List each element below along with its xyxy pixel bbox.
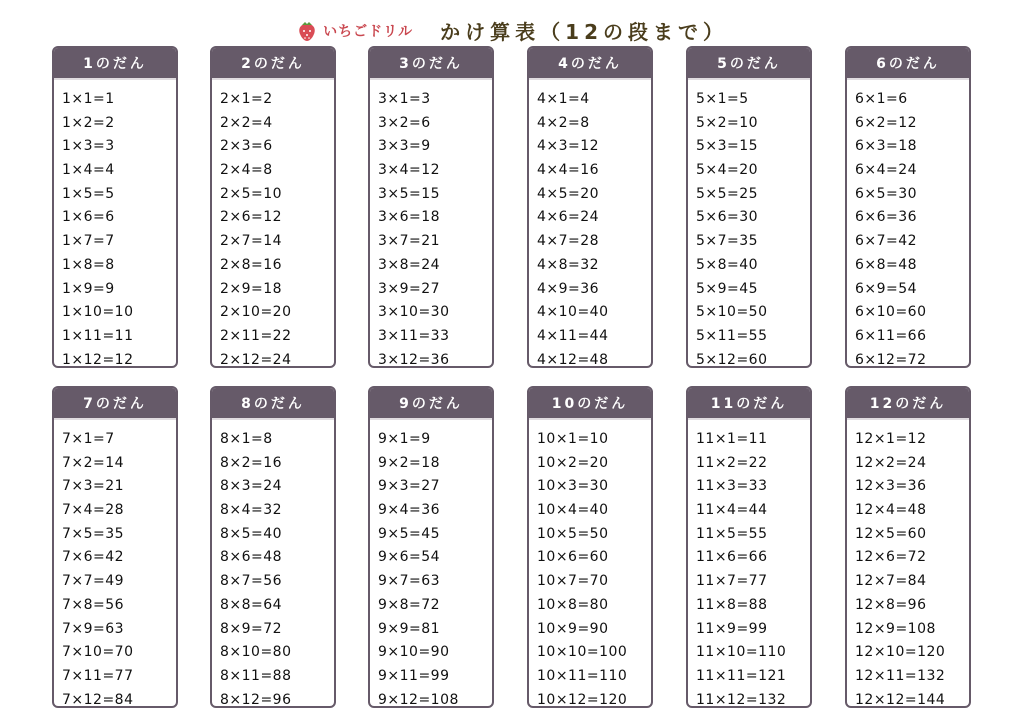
times-table-row: 10×4=40	[537, 502, 609, 519]
times-table-row: 3×7=21	[378, 233, 441, 250]
times-table-row: 8×6=48	[220, 549, 283, 566]
times-table-title: 11のだん	[688, 388, 810, 420]
times-table-row: 3×3=9	[378, 138, 431, 155]
times-table-row: 9×4=36	[378, 502, 441, 519]
times-table-row: 6×8=48	[855, 256, 918, 273]
times-table-row: 11×8=88	[696, 596, 768, 613]
page-header	[0, 16, 1024, 46]
times-table-list	[688, 420, 810, 708]
times-table-row: 4×11=44	[537, 327, 609, 344]
times-table-row: 10×9=90	[537, 620, 609, 637]
times-table-row: 11×9=99	[696, 620, 768, 637]
times-table-row: 2×12=24	[220, 351, 292, 368]
times-table-row: 4×12=48	[537, 351, 609, 368]
times-table-row: 1×1=1	[62, 91, 115, 107]
times-table-row: 6×7=42	[855, 233, 918, 250]
times-table-list	[370, 420, 492, 708]
times-table-row: 8×7=56	[220, 573, 283, 590]
times-table-row: 6×4=24	[855, 162, 918, 179]
times-table-row: 12×12=144	[855, 691, 946, 708]
times-table-row: 2×5=10	[220, 185, 283, 202]
times-table-row: 10×6=60	[537, 549, 609, 566]
times-table-row: 4×1=4	[537, 91, 590, 107]
times-table-row: 3×6=18	[378, 209, 441, 226]
times-table-row: 6×1=6	[855, 91, 908, 107]
times-table-row: 1×2=2	[62, 114, 115, 131]
times-table-row: 7×1=7	[62, 431, 115, 447]
times-table-row: 7×5=35	[62, 525, 125, 542]
times-table-row: 10×12=120	[537, 691, 628, 708]
times-table-row: 7×7=49	[62, 573, 125, 590]
times-table-title: 9のだん	[370, 388, 492, 420]
times-table-row: 9×1=9	[378, 431, 431, 447]
times-table-row: 12×11=132	[855, 667, 946, 684]
times-table-title: 4のだん	[529, 48, 651, 80]
strawberry-icon	[296, 20, 318, 42]
times-table-list	[529, 420, 651, 708]
times-table-row: 4×6=24	[537, 209, 600, 226]
times-table-row: 2×3=6	[220, 138, 273, 155]
times-table-row: 4×2=8	[537, 114, 590, 131]
times-table-row: 9×8=72	[378, 596, 441, 613]
times-table-row: 9×12=108	[378, 691, 459, 708]
times-table-row: 12×3=36	[855, 478, 927, 495]
times-table-row: 9×6=54	[378, 549, 441, 566]
times-table-row: 6×12=72	[855, 351, 927, 368]
times-table-row: 3×4=12	[378, 162, 441, 179]
times-table-card	[845, 386, 971, 708]
times-table-row: 3×5=15	[378, 185, 441, 202]
times-table-card	[52, 46, 178, 368]
times-table-row: 12×6=72	[855, 549, 927, 566]
times-table-row: 12×8=96	[855, 596, 927, 613]
times-table-row: 5×4=20	[696, 162, 759, 179]
times-table-row: 4×9=36	[537, 280, 600, 297]
times-table-row: 5×11=55	[696, 327, 768, 344]
times-table-row: 8×1=8	[220, 431, 273, 447]
times-table-row: 8×8=64	[220, 596, 283, 613]
times-table-row: 7×8=56	[62, 596, 125, 613]
times-table-row: 12×1=12	[855, 431, 927, 447]
times-table-row: 6×3=18	[855, 138, 918, 155]
times-table-row: 2×10=20	[220, 304, 292, 321]
times-table-card	[686, 46, 812, 368]
times-table-row: 2×2=4	[220, 114, 273, 131]
times-table-row: 3×9=27	[378, 280, 441, 297]
times-table-row: 2×6=12	[220, 209, 283, 226]
times-table-row: 11×2=22	[696, 454, 768, 471]
times-table-row: 6×9=54	[855, 280, 918, 297]
times-table-title: 10のだん	[529, 388, 651, 420]
times-table-row: 4×10=40	[537, 304, 609, 321]
times-table-row: 5×10=50	[696, 304, 768, 321]
times-table-row: 5×7=35	[696, 233, 759, 250]
times-table-row: 1×5=5	[62, 185, 115, 202]
times-table-title: 3のだん	[370, 48, 492, 80]
times-table-card	[527, 46, 653, 368]
times-table-title: 1のだん	[54, 48, 176, 80]
times-table-card	[368, 386, 494, 708]
times-table-row: 5×12=60	[696, 351, 768, 368]
times-table-row: 11×1=11	[696, 431, 768, 447]
times-table-row: 5×8=40	[696, 256, 759, 273]
times-table-row: 3×2=6	[378, 114, 431, 131]
times-table-list	[688, 80, 810, 368]
times-table-list	[370, 80, 492, 368]
times-table-row: 12×9=108	[855, 620, 936, 637]
times-table-title: 7のだん	[54, 388, 176, 420]
times-table-list	[529, 80, 651, 368]
times-table-row: 4×7=28	[537, 233, 600, 250]
times-table-row: 11×11=121	[696, 667, 787, 684]
times-table-row: 6×11=66	[855, 327, 927, 344]
times-table-card	[686, 386, 812, 708]
times-table-row: 9×11=99	[378, 667, 450, 684]
times-table-title: 6のだん	[847, 48, 969, 80]
times-table-row: 6×10=60	[855, 304, 927, 321]
times-table-row: 10×5=50	[537, 525, 609, 542]
times-table-row: 8×9=72	[220, 620, 283, 637]
times-table-row: 11×3=33	[696, 478, 768, 495]
times-table-row: 1×6=6	[62, 209, 115, 226]
times-table-row: 7×6=42	[62, 549, 125, 566]
times-table-title: 12のだん	[847, 388, 969, 420]
times-table-row: 8×2=16	[220, 454, 283, 471]
times-table-row: 7×2=14	[62, 454, 125, 471]
times-table-card	[210, 386, 336, 708]
times-table-row: 9×5=45	[378, 525, 441, 542]
times-table-row: 4×4=16	[537, 162, 600, 179]
times-table-row: 1×9=9	[62, 280, 115, 297]
times-table-row: 5×5=25	[696, 185, 759, 202]
times-table-card	[52, 386, 178, 708]
times-table-row: 7×4=28	[62, 502, 125, 519]
times-table-list	[847, 420, 969, 708]
times-table-row: 2×1=2	[220, 91, 273, 107]
times-table-row: 11×6=66	[696, 549, 768, 566]
times-table-card	[210, 46, 336, 368]
brand-logo	[296, 20, 413, 42]
times-table-row: 11×12=132	[696, 691, 787, 708]
times-table-list	[54, 420, 176, 708]
times-table-row: 10×1=10	[537, 431, 609, 447]
times-table-row: 2×8=16	[220, 256, 283, 273]
times-table-row: 8×4=32	[220, 502, 283, 519]
times-table-row: 12×4=48	[855, 502, 927, 519]
times-table-row: 6×5=30	[855, 185, 918, 202]
times-table-row: 7×3=21	[62, 478, 125, 495]
times-table-row: 5×1=5	[696, 91, 749, 107]
times-table-row: 7×9=63	[62, 620, 125, 637]
times-table-row: 11×4=44	[696, 502, 768, 519]
times-table-row: 6×6=36	[855, 209, 918, 226]
times-table-row: 8×12=96	[220, 691, 292, 708]
times-table-row: 1×11=11	[62, 327, 134, 344]
times-table-row: 12×2=24	[855, 454, 927, 471]
times-table-row: 2×11=22	[220, 327, 292, 344]
times-table-row: 1×4=4	[62, 162, 115, 179]
times-table-list	[54, 80, 176, 368]
times-table-row: 4×5=20	[537, 185, 600, 202]
times-table-row: 3×12=36	[378, 351, 450, 368]
times-table-row: 5×9=45	[696, 280, 759, 297]
times-table-title: 5のだん	[688, 48, 810, 80]
times-table-row: 1×7=7	[62, 233, 115, 250]
times-table-list	[847, 80, 969, 368]
times-table-row: 4×8=32	[537, 256, 600, 273]
times-table-row: 5×6=30	[696, 209, 759, 226]
times-table-row: 1×12=12	[62, 351, 134, 368]
times-table-row: 2×9=18	[220, 280, 283, 297]
times-table-row: 8×10=80	[220, 644, 292, 661]
times-table-list	[212, 80, 334, 368]
times-table-row: 9×10=90	[378, 644, 450, 661]
times-table-row: 12×5=60	[855, 525, 927, 542]
times-table-row: 8×11=88	[220, 667, 292, 684]
times-table-row: 7×12=84	[62, 691, 134, 708]
brand-name: いちごドリル	[323, 23, 414, 40]
times-table-row: 10×3=30	[537, 478, 609, 495]
times-table-title: 8のだん	[212, 388, 334, 420]
times-table-row: 9×3=27	[378, 478, 441, 495]
times-table-row: 10×2=20	[537, 454, 609, 471]
times-table-card	[527, 386, 653, 708]
times-table-row: 2×4=8	[220, 162, 273, 179]
times-table-row: 8×5=40	[220, 525, 283, 542]
times-table-row: 1×10=10	[62, 304, 134, 321]
times-table-row: 5×3=15	[696, 138, 759, 155]
times-table-row: 10×8=80	[537, 596, 609, 613]
times-table-row: 11×5=55	[696, 525, 768, 542]
times-table-row: 7×10=70	[62, 644, 134, 661]
times-table-row: 12×10=120	[855, 644, 946, 661]
times-table-row: 4×3=12	[537, 138, 600, 155]
page-title: かけ算表（12の段まで）	[440, 20, 729, 44]
times-table-row: 2×7=14	[220, 233, 283, 250]
times-table-card	[368, 46, 494, 368]
times-table-row: 7×11=77	[62, 667, 134, 684]
times-table-row: 12×7=84	[855, 573, 927, 590]
times-table-row: 3×8=24	[378, 256, 441, 273]
times-table-list	[212, 420, 334, 708]
times-table-row: 9×7=63	[378, 573, 441, 590]
times-table-row: 10×10=100	[537, 644, 628, 661]
times-table-card	[845, 46, 971, 368]
times-table-row: 9×9=81	[378, 620, 441, 637]
times-table-row: 11×10=110	[696, 644, 787, 661]
times-table-row: 9×2=18	[378, 454, 441, 471]
times-table-row: 10×11=110	[537, 667, 628, 684]
times-table-row: 6×2=12	[855, 114, 918, 131]
times-table-row: 10×7=70	[537, 573, 609, 590]
times-table-row: 5×2=10	[696, 114, 759, 131]
times-table-row: 8×3=24	[220, 478, 283, 495]
times-table-title: 2のだん	[212, 48, 334, 80]
times-table-row: 11×7=77	[696, 573, 768, 590]
times-table-row: 3×1=3	[378, 91, 431, 107]
times-table-row: 1×8=8	[62, 256, 115, 273]
times-table-row: 1×3=3	[62, 138, 115, 155]
times-table-row: 3×10=30	[378, 304, 450, 321]
times-table-row: 3×11=33	[378, 327, 450, 344]
